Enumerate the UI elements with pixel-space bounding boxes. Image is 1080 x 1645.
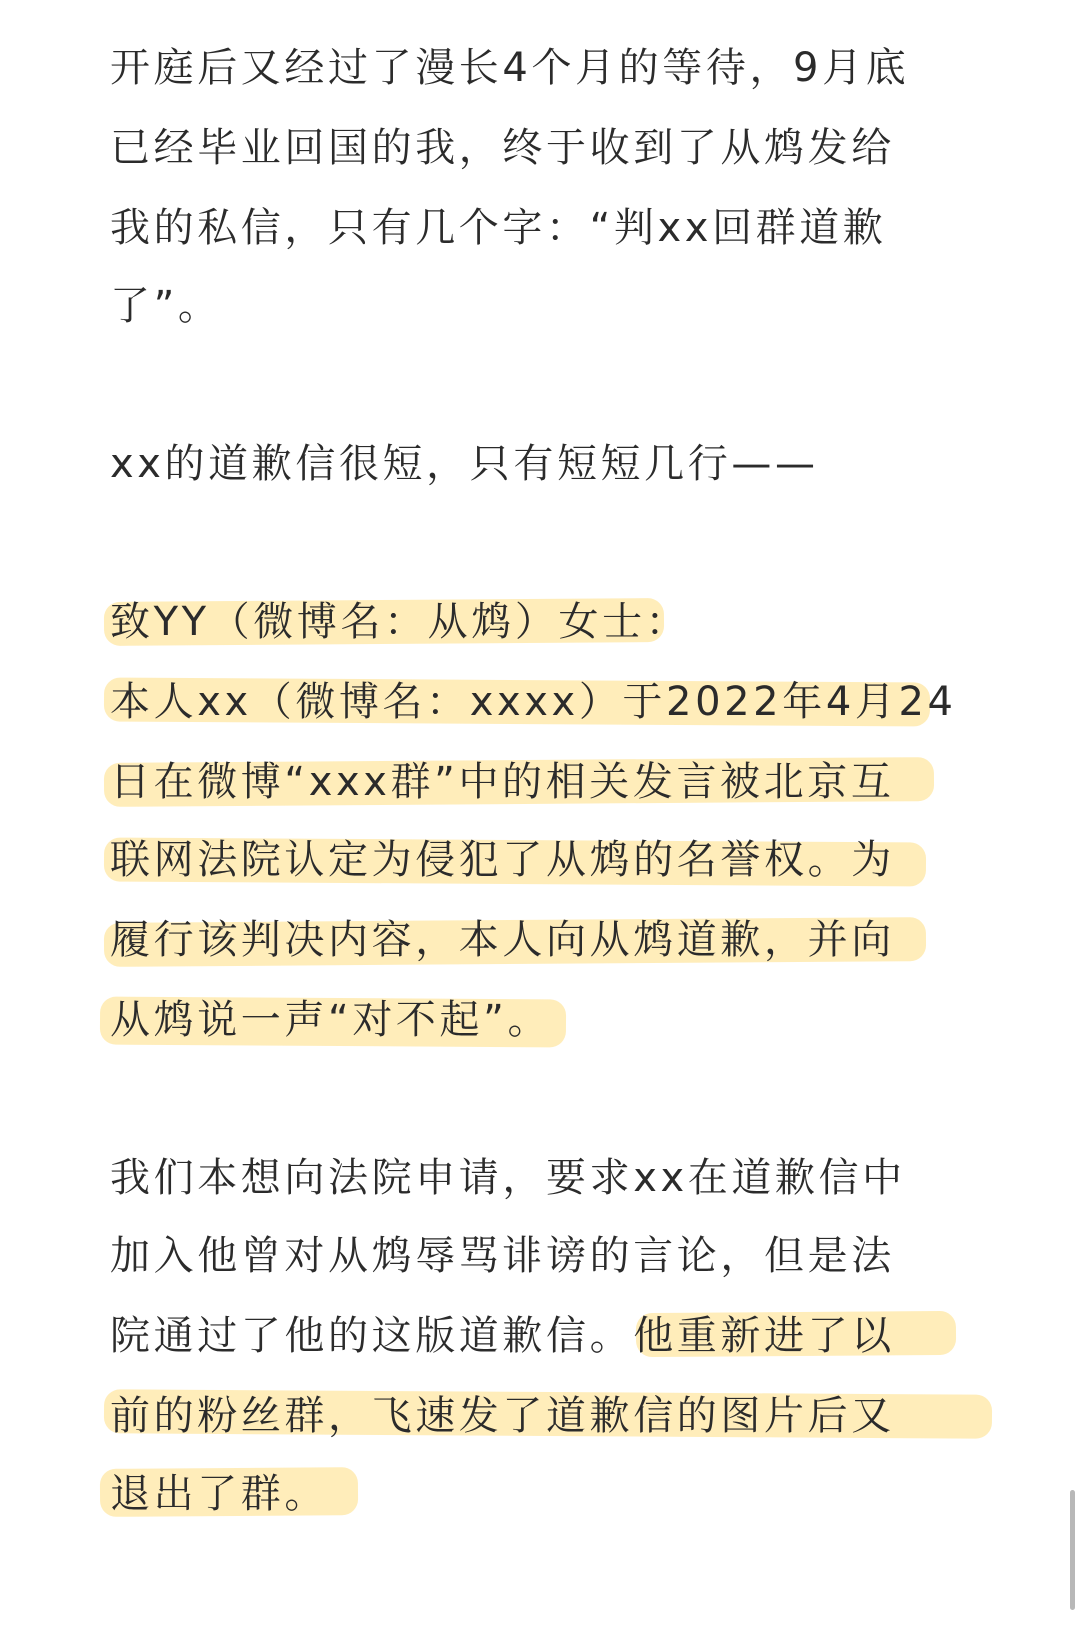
- paragraph-1-line-1: 开庭后又经过了漫长4个月的等待，9月底: [110, 45, 910, 91]
- paragraph-1-line-3: 我的私信，只有几个字：“判xx回群道歉: [110, 205, 887, 251]
- letter-line-4: 履行该判决内容，本人向从鸩道歉，并向: [110, 917, 895, 963]
- paragraph-4-line-4: 前的粉丝群，飞速发了道歉信的图片后又: [110, 1393, 895, 1439]
- paragraph-4-line-1: 我们本想向法院申请，要求xx在道歉信中: [110, 1155, 906, 1201]
- letter-line-1: 本人xx（微博名：xxxx）于2022年4月24: [110, 679, 957, 725]
- paragraph-2-line-1: xx的道歉信很短，只有短短几行——: [110, 441, 819, 487]
- letter-line-5: 从鸩说一声“对不起”。: [110, 997, 552, 1043]
- paragraph-4-line-2: 加入他曾对从鸩辱骂诽谤的言论，但是法: [110, 1233, 895, 1279]
- paragraph-4-line-5: 退出了群。: [110, 1471, 328, 1517]
- letter-line-3: 联网法院认定为侵犯了从鸩的名誉权。为: [110, 837, 895, 883]
- letter-salutation: 致YY（微博名：从鸩）女士：: [110, 599, 690, 645]
- scrollbar-thumb[interactable]: [1070, 1490, 1075, 1610]
- paragraph-1-line-2: 已经毕业回国的我，终于收到了从鸩发给: [110, 125, 895, 171]
- paragraph-1-line-4: 了”。: [110, 283, 222, 329]
- paragraph-4-line-3: 院通过了他的这版道歉信。他重新进了以: [110, 1313, 895, 1359]
- scrollbar[interactable]: [1066, 0, 1080, 1645]
- letter-line-2: 日在微博“xxx群”中的相关发言被北京互: [110, 759, 895, 805]
